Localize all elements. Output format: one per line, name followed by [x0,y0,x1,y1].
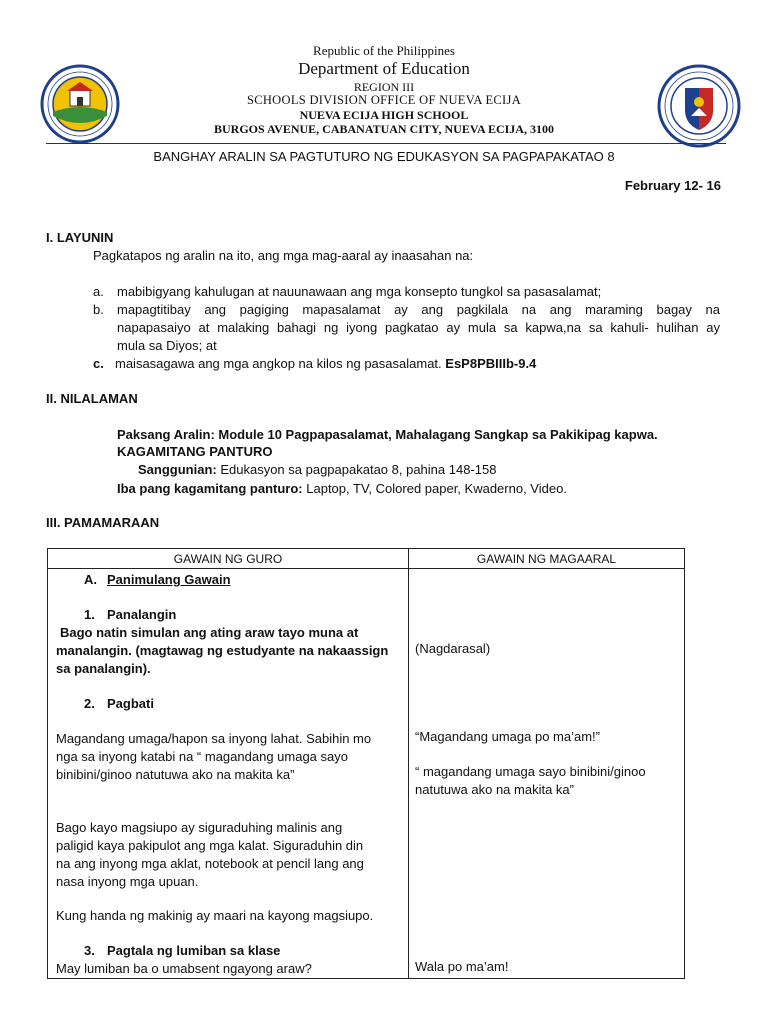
item-2-text-line: binibini/ginoo natutuwa ako na makita ka” [56,767,295,782]
sanggunian-line [138,462,496,477]
sanggunian-label: Sanggunian: [138,462,217,477]
item-1-text-line: sa panalangin). [56,661,151,676]
item-2-mark: 2. [84,696,95,711]
kagamitang-panturo-heading: KAGAMITANG PANTURO [117,444,273,459]
item-1-label: Panalangin [107,607,177,622]
objective-c-mark: c. [93,356,104,371]
school-name: NUEVA ECIJA HIGH SCHOOL [299,108,469,122]
part-a-label: Panimulang Gawain [107,572,231,587]
document-title: BANGHAY ARALIN SA PAGTUTURO NG EDUKASYON SA PAGPAPAKATAO 8 [153,149,615,164]
student-response-line: “ magandang umaga sayo binibini/ginoo [415,764,646,779]
objective-c-line [115,355,536,373]
objective-b-line: mula sa Diyos; at [117,338,217,353]
instruction-text-line: na ang inyong mga aklat, notebook at pencil lang ang [56,856,364,871]
layunin-intro: Pagkatapos ng aralin na ito, ang mga mag-aaral ay inaasahan na: [93,248,474,263]
objective-b-mark: b. [93,302,104,317]
region-line: REGION III [353,80,415,94]
item-2-text-line: Magandang umaga/hapon sa inyong lahat. Sabihin mo [56,731,372,746]
table-header-divider [48,568,684,569]
item-2-text-line: nga sa inyong katabi na “ magandang umaga sayo [56,749,348,764]
item-3-text-line: May lumiban ba o umabsent ngayong araw? [56,961,312,976]
column-header-guro: GAWAIN NG GURO [173,552,283,566]
section-nilalaman-heading: II. NILALAMAN [46,391,138,406]
iba-pang-kagamitan-line [117,481,567,496]
student-response-attendance: Wala po ma’am! [415,959,509,974]
objective-b-line: napapasaiyo at malaking bahagi ng iyong pagkatao ay mula sa kapwa,na sa kahuli- hulihan ay [117,320,720,335]
competency-code: EsP8PBIIIb-9.4 [445,356,537,371]
header-divider [46,143,726,144]
section-layunin-heading: I. LAYUNIN [46,230,114,245]
item-1-text-line: manalangin. (magtawag ng estudyante na nakaassign [56,643,389,658]
objective-a-mark: a. [93,284,104,299]
iba-pang-kagamitan-value: Laptop, TV, Colored paper, Kwaderno, Video. [306,481,567,496]
item-1-text-line: Bago natin simulan ang ating araw tayo muna at [60,625,359,640]
department-line: Department of Education [298,59,470,78]
date-range: February 12- 16 [624,178,721,193]
school-address: BURGOS AVENUE, CABANATUAN CITY, NUEVA ECIJA, 3100 [214,122,554,136]
instruction-sit-line: Kung handa ng makinig ay maari na kayong magsiupo. [56,908,374,923]
student-response-line: natutuwa ako na makita ka” [415,782,574,797]
paksang-aralin: Paksang Aralin: Module 10 Pagpapasalamat, Mahalagang Sangkap sa Pakikipag kapwa. [117,427,658,442]
item-3-label: Pagtala ng lumiban sa klase [107,943,281,958]
objective-b-line: mapagtitibay ang pagiging mapasalamat ay ang pagkilala na ang maraming bagay na [117,302,720,317]
instruction-text-line: nasa inyong mga upuan. [56,874,199,889]
objective-c-text: maisasagawa ang mga angkop na kilos ng pasasalamat. [115,356,442,371]
procedure-table [47,548,685,979]
item-3-mark: 3. [84,943,95,958]
republic-line: Republic of the Philippines [313,43,455,58]
instruction-text-line: Bago kayo magsiupo ay siguraduhing malinis ang [56,820,343,835]
student-response-greeting: “Magandang umaga po ma’am!” [415,729,600,744]
objective-a-text: mabibigyang kahulugan at nauunawaan ang mga konsepto tungkol sa pasasalamat; [117,284,602,299]
item-1-mark: 1. [84,607,95,622]
table-column-divider [408,549,409,978]
sanggunian-value: Edukasyon sa pagpapakatao 8, pahina 148-158 [220,462,497,477]
student-response-prayer: (Nagdarasal) [415,641,491,656]
column-header-magaaral: GAWAIN NG MAGAARAL [476,552,617,566]
part-a-mark: A. [84,572,97,587]
division-line: SCHOOLS DIVISION OFFICE OF NUEVA ECIJA [246,93,522,107]
iba-pang-kagamitan-label: Iba pang kagamitang panturo: [117,481,303,496]
section-pamamaraan-heading: III. PAMAMARAAN [46,515,160,530]
item-2-label: Pagbati [107,696,154,711]
instruction-text-line: paligid kaya pakipulot ang mga kalat. Siguraduhin din [56,838,364,853]
